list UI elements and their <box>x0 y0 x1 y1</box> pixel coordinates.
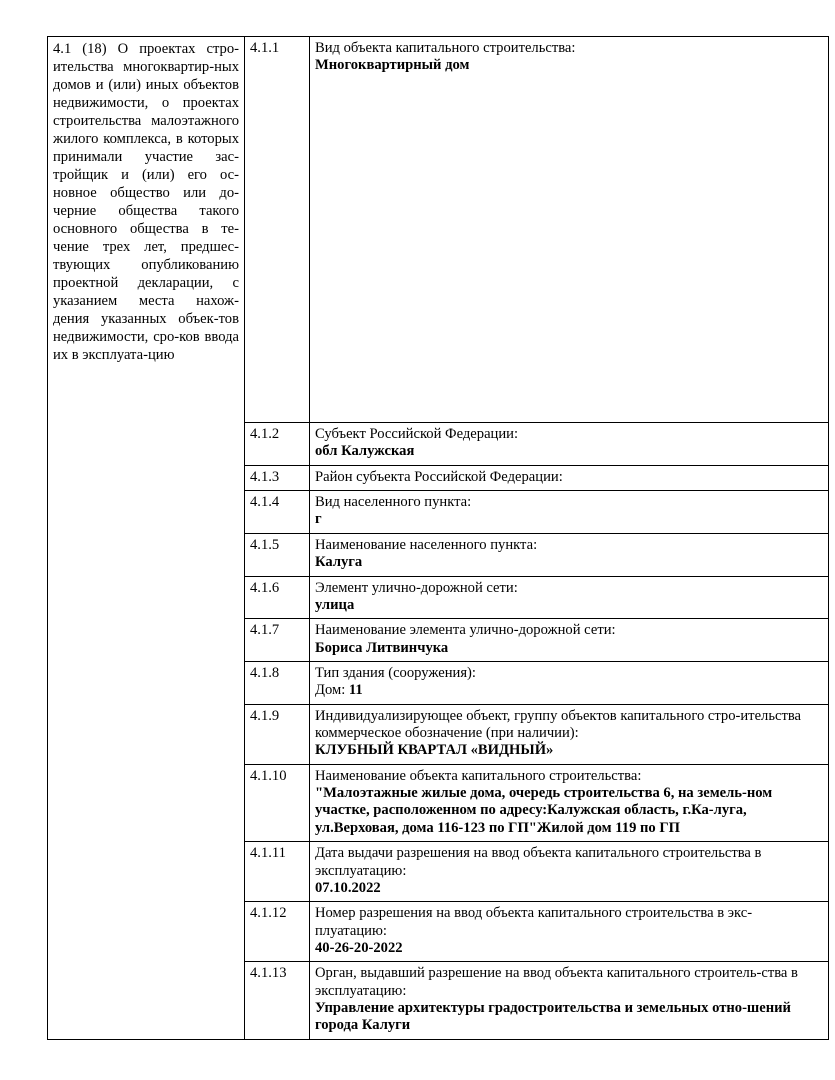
row-label: Вид объекта капитального строительства: <box>315 40 576 56</box>
table-row <box>48 37 829 423</box>
project-declaration-table <box>47 36 829 1040</box>
row-value-cell <box>310 842 829 902</box>
row-value-cell <box>310 465 829 490</box>
row-value-cell <box>310 491 829 534</box>
row-value: Многоквартирный дом <box>315 57 470 74</box>
row-value-cell <box>310 704 829 764</box>
row-number: 4.1.4 <box>245 491 310 534</box>
row-value-cell <box>310 37 829 423</box>
row-label: Индивидуализирующее объект, группу объектов капитального стро-ительства коммерческое обозначение (при наличии): <box>315 707 802 742</box>
row-value-cell <box>310 533 829 576</box>
row-value-line <box>315 682 823 699</box>
row-value-cell <box>310 423 829 466</box>
row-value: КЛУБНЫЙ КВАРТАЛ «ВИДНЫЙ» <box>315 742 554 759</box>
section-description-text: 4.1 (18) О проектах стро-ительства многоквартир-ных домов и (или) иных объектов недвижимости, о проектах строительства малоэтажного жилого комплекса, в которых принимали участие зас-тройщик и (или) его ос-новное общество или до-черние общества такого основного общества в те-чение трех лет, предшес-твующих опубликованию проектной декларации, с указанием места нахож-дения указанных объек-тов недвижимости, сро-ков ввода их в эксплуата-цию <box>53 41 239 364</box>
row-label: Субъект Российской Федерации: <box>315 426 519 442</box>
row-number: 4.1.3 <box>245 465 310 490</box>
row-number: 4.1.1 <box>245 37 310 423</box>
row-value: Калуга <box>315 554 363 571</box>
row-value-cell <box>310 764 829 841</box>
row-value-cell <box>310 902 829 962</box>
row-label: Номер разрешения на ввод объекта капитального строительства в экс-плуатацию: <box>315 905 753 939</box>
table-body <box>48 37 829 1040</box>
row-value: г <box>315 511 322 528</box>
row-value-prefix: Дом: <box>315 682 349 699</box>
row-value: 40-26-20-2022 <box>315 939 403 956</box>
row-number: 4.1.6 <box>245 576 310 619</box>
row-value-cell <box>310 576 829 619</box>
row-label: Вид населенного пункта: <box>315 494 472 511</box>
row-label: Наименование объекта капитального строительства: <box>315 767 642 784</box>
row-number: 4.1.13 <box>245 962 310 1039</box>
row-number: 4.1.2 <box>245 423 310 466</box>
row-value: "Малоэтажные жилые дома, очередь строительства 6, на земель-ном участке, расположенном по адресу:Калужская область, г.Ка-луга, ул.Верховая, дома 116-123 по ГП"Жилой дом 119 по ГП <box>315 785 773 836</box>
row-value-cell <box>310 619 829 662</box>
row-label: Наименование элемента улично-дорожной сети: <box>315 622 616 639</box>
row-label: Район субъекта Российской Федерации: <box>315 468 563 485</box>
section-description-cell <box>48 37 245 1040</box>
row-label: Орган, выдавший разрешение на ввод объекта капитального строитель-ства в эксплуатацию: <box>315 965 798 999</box>
row-number: 4.1.8 <box>245 661 310 704</box>
row-number: 4.1.11 <box>245 842 310 902</box>
row-value: обл Калужская <box>315 443 415 460</box>
row-value: 11 <box>348 682 363 699</box>
row-value: Управление архитектуры градостроительства и земельных отно-шений города Калуги <box>315 1000 791 1034</box>
row-label: Тип здания (сооружения): <box>315 664 476 681</box>
row-label: Наименование населенного пункта: <box>315 536 538 553</box>
row-number: 4.1.10 <box>245 764 310 841</box>
row-number: 4.1.9 <box>245 704 310 764</box>
row-value-cell <box>310 661 829 704</box>
row-value: Бориса Литвинчука <box>315 639 449 656</box>
row-value: 07.10.2022 <box>315 879 381 896</box>
row-number: 4.1.5 <box>245 533 310 576</box>
row-number: 4.1.12 <box>245 902 310 962</box>
row-value-cell <box>310 962 829 1039</box>
row-number: 4.1.7 <box>245 619 310 662</box>
row-value: улица <box>315 596 355 613</box>
row-label: Элемент улично-дорожной сети: <box>315 579 518 596</box>
row-label: Дата выдачи разрешения на ввод объекта капитального строительства в эксплуатацию: <box>315 845 762 879</box>
